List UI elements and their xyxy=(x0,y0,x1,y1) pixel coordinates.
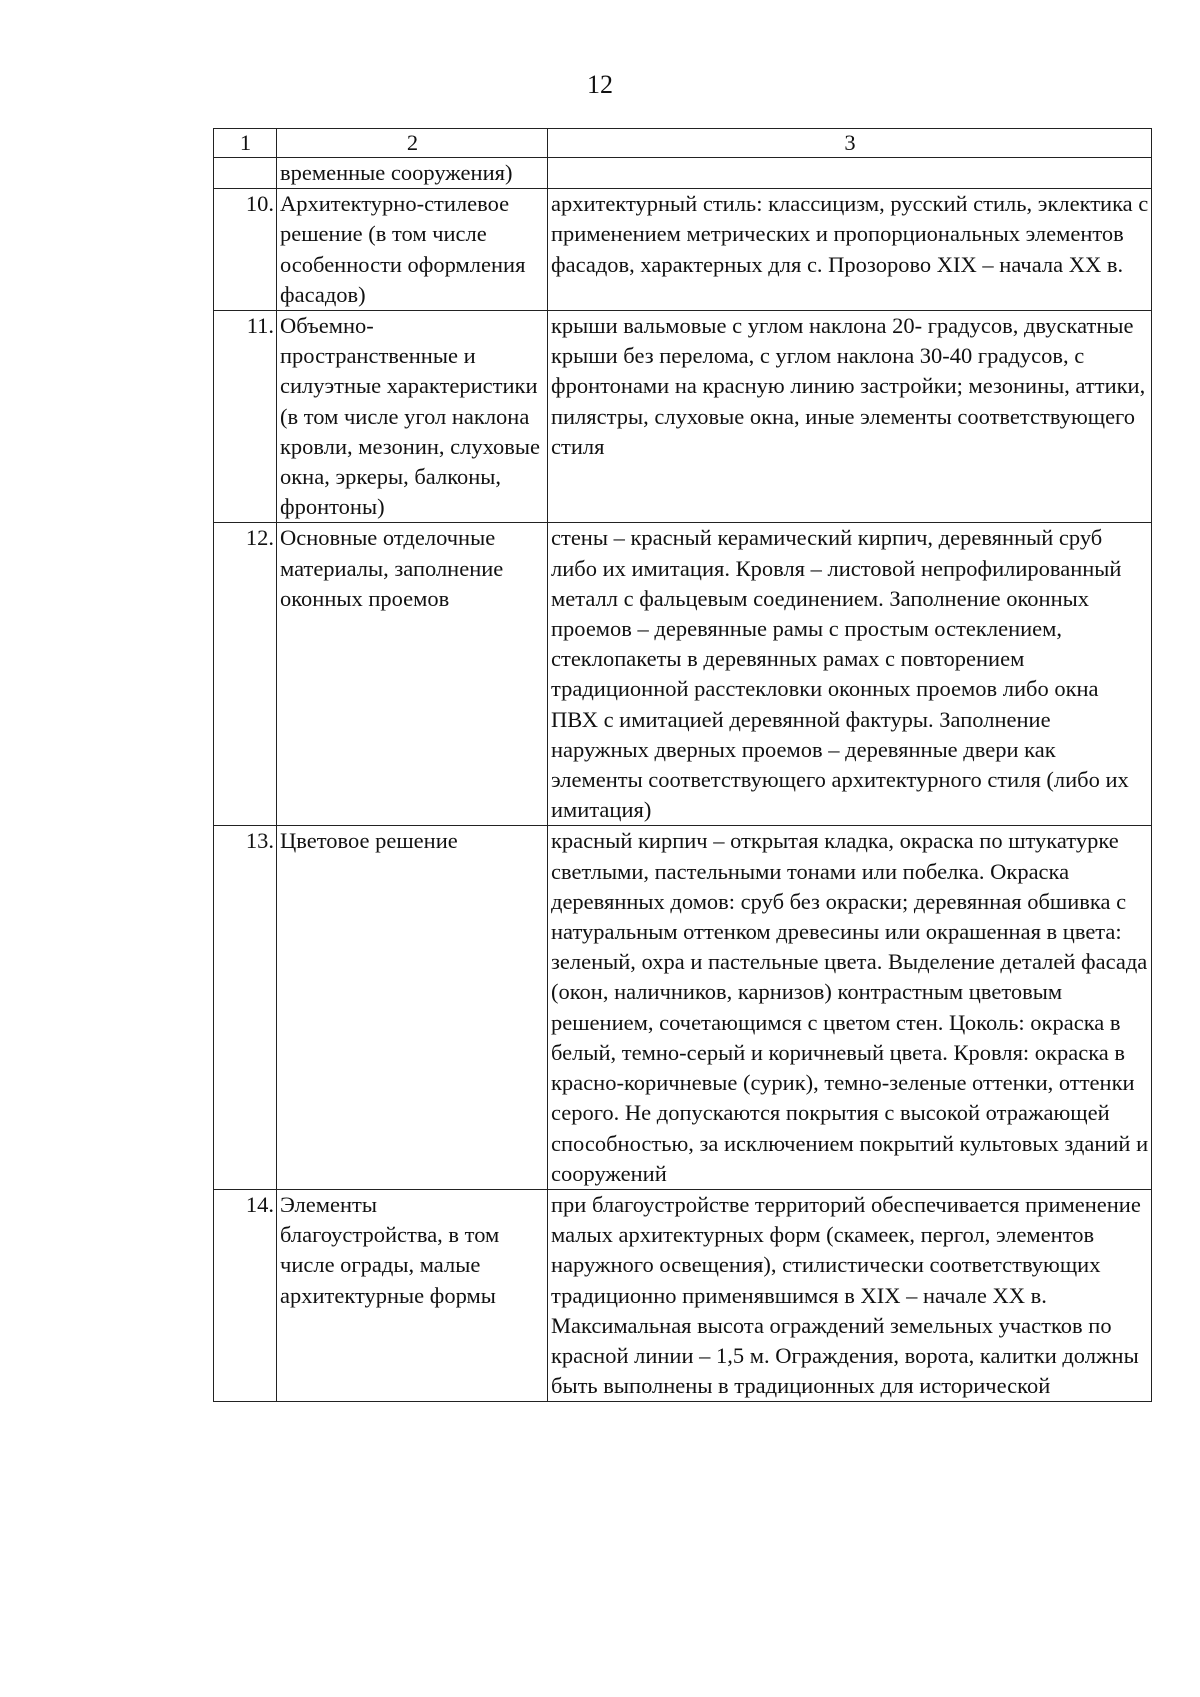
parameter-name: Элементы благоустройства, в том числе ограды, малые архитектурные формы xyxy=(277,1189,548,1401)
parameter-name: Цветовое решение xyxy=(277,826,548,1189)
requirement-text: стены – красный керамический кирпич, деревянный сруб либо их имитация. Кровля – листовой непрофилированный металл с фальцевым соединением. Заполнение оконных проемов – деревянные рамы с простым остеклением, стеклопакеты в деревянных рамах с повторением традиционной расстекловки оконных проемов либо окна ПВХ с имитацией деревянной фактуры. Заполнение наружных дверных проемов – деревянные двери как элементы соответствующего архитектурного стиля (либо их имитация) xyxy=(548,523,1152,826)
parameter-name: Основные отделочные материалы, заполнение оконных проемов xyxy=(277,523,548,826)
requirement-text: крыши вальмовые с углом наклона 20- градусов, двускатные крыши без перелома, с углом наклона 30-40 градусов, с фронтонами на красную линию застройки; мезонины, аттики, пилястры, слуховые окна, иные элементы соответствующего стиля xyxy=(548,311,1152,523)
table-row xyxy=(214,158,1152,189)
parameter-name: Архитектурно-стилевое решение (в том числе особенности оформления фасадов) xyxy=(277,189,548,311)
requirement-text: при благоустройстве территорий обеспечивается применение малых архитектурных форм (скамеек, пергол, элементов наружного освещения), стилистически соответствующих традиционно применявшимся в XIX – начале XX в. Максимальная высота ограждений земельных участков по красной линии – 1,5 м. Ограждения, ворота, калитки должны быть выполнены в традиционных для исторической xyxy=(548,1189,1152,1401)
page-number: 12 xyxy=(587,70,613,99)
table-header-row xyxy=(214,129,1152,158)
requirement-text: красный кирпич – открытая кладка, окраска по штукатурке светлыми, пастельными тонами или побелка. Окраска деревянных домов: сруб без окраски; деревянная обшивка с натуральным оттенком древесины или окрашенная в цвета: зеленый, охра и пастельные цвета. Выделение деталей фасада (окон, наличников, карнизов) контрастным цветовым решением, сочетающимся с цветом стен. Цоколь: окраска в белый, темно-серый и коричневый цвета. Кровля: окраска в красно-коричневые (сурик), темно-зеленые оттенки, оттенки серого. Не допускаются покрытия с высокой отражающей способностью, за исключением покрытий культовых зданий и сооружений xyxy=(548,826,1152,1189)
column-header-number: 1 xyxy=(214,129,277,158)
regulations-table xyxy=(213,128,1152,1402)
row-number: 14. xyxy=(214,1189,277,1401)
parameter-name: Объемно-пространственные и силуэтные характеристики (в том числе угол наклона кровли, мезонин, слуховые окна, эркеры, балконы, фронтоны) xyxy=(277,311,548,523)
row-number: 11. xyxy=(214,311,277,523)
row-number: 12. xyxy=(214,523,277,826)
table-row xyxy=(214,826,1152,1189)
row-number xyxy=(214,158,277,189)
parameter-name: временные сооружения) xyxy=(277,158,548,189)
requirement-text xyxy=(548,158,1152,189)
table-row xyxy=(214,311,1152,523)
table-row xyxy=(214,1189,1152,1401)
row-number: 10. xyxy=(214,189,277,311)
column-header-parameter: 2 xyxy=(277,129,548,158)
row-number: 13. xyxy=(214,826,277,1189)
table-row xyxy=(214,189,1152,311)
requirement-text: архитектурный стиль: классицизм, русский стиль, эклектика с применением метрических и пропорциональных элементов фасадов, характерных для с. Прозорово XIX – начала XX в. xyxy=(548,189,1152,311)
column-header-requirement: 3 xyxy=(548,129,1152,158)
table-row xyxy=(214,523,1152,826)
